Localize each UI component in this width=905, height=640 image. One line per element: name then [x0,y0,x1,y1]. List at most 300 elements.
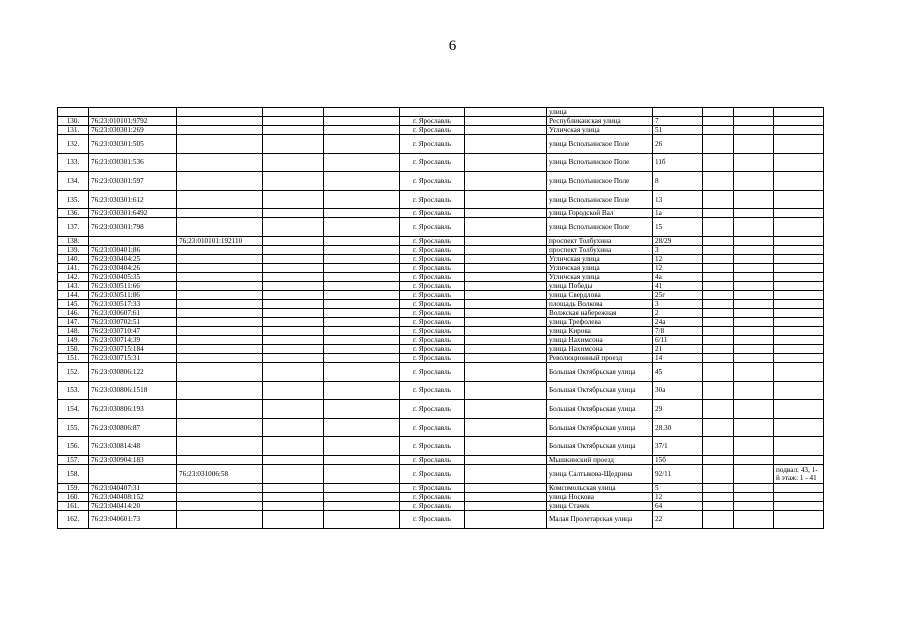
empty-cell [263,218,324,237]
row-number-cell: 160. [58,492,89,501]
empty-cell [263,308,324,317]
empty-cell [703,381,734,400]
land-cadastral-number-cell [177,108,263,117]
empty-cell [465,272,547,281]
row-number-cell: 141. [58,263,89,272]
empty-cell [324,353,400,362]
cadastral-number-cell: 76:23:030301:536 [89,153,177,172]
empty-cell [465,418,547,437]
empty-cell [703,344,734,353]
table-row [58,381,824,400]
empty-cell [703,272,734,281]
house-number-cell [653,108,703,117]
empty-cell [734,108,774,117]
city-cell: г. Ярославль [400,510,465,529]
empty-cell [263,455,324,464]
empty-cell [703,335,734,344]
empty-cell [703,492,734,501]
empty-cell [734,362,774,381]
row-number-cell: 152. [58,362,89,381]
street-cell: Большая Октябрьская улица [547,418,653,437]
cadastral-number-cell: 76:23:040408:152 [89,492,177,501]
empty-cell [263,381,324,400]
empty-cell [703,299,734,308]
empty-cell [263,117,324,126]
empty-cell [703,510,734,529]
city-cell: г. Ярославль [400,362,465,381]
house-number-cell: 2 [653,308,703,317]
cadastral-number-cell: 76:23:030301:612 [89,190,177,209]
city-cell: г. Ярославль [400,117,465,126]
empty-cell [703,326,734,335]
note-cell [774,344,824,353]
empty-cell [263,272,324,281]
street-cell: улица Всполъинское Поле [547,172,653,191]
empty-cell [465,172,547,191]
table-row [58,335,824,344]
note-cell [774,308,824,317]
empty-cell [324,400,400,419]
empty-cell [703,437,734,456]
empty-cell [263,353,324,362]
cadastral-number-cell: 76:23:030511:86 [89,290,177,299]
empty-cell [465,353,547,362]
empty-cell [263,501,324,510]
empty-cell [263,492,324,501]
house-number-cell: 14 [653,353,703,362]
empty-cell [734,317,774,326]
cadastral-number-cell: 76:23:040407:31 [89,483,177,492]
empty-cell [734,308,774,317]
city-cell: г. Ярославль [400,263,465,272]
empty-cell [703,190,734,209]
empty-cell [465,281,547,290]
land-cadastral-number-cell [177,483,263,492]
cadastral-number-cell: 76:23:030301:798 [89,218,177,237]
house-number-cell: 8 [653,172,703,191]
empty-cell [703,108,734,117]
street-cell: Большая Октябрьская улица [547,381,653,400]
cadastral-number-cell: 76:23:030511:66 [89,281,177,290]
empty-cell [703,317,734,326]
house-number-cell: 7/8 [653,326,703,335]
table-row [58,510,824,529]
row-number-cell: 159. [58,483,89,492]
empty-cell [465,344,547,353]
city-cell: г. Ярославль [400,317,465,326]
city-cell: г. Ярославль [400,492,465,501]
row-number-cell: 142. [58,272,89,281]
empty-cell [465,245,547,254]
empty-cell [263,236,324,245]
empty-cell [734,335,774,344]
land-cadastral-number-cell [177,299,263,308]
empty-cell [263,281,324,290]
city-cell: г. Ярославль [400,254,465,263]
land-cadastral-number-cell [177,362,263,381]
city-cell: г. Ярославль [400,437,465,456]
land-cadastral-number-cell: 76:23:031006:58 [177,464,263,483]
row-number-cell: 136. [58,209,89,218]
cadastral-number-cell: 76:23:030301:269 [89,126,177,135]
note-cell [774,272,824,281]
empty-cell [734,190,774,209]
city-cell: г. Ярославль [400,483,465,492]
house-number-cell: 11б [653,153,703,172]
empty-cell [734,381,774,400]
empty-cell [703,117,734,126]
row-number-cell: 162. [58,510,89,529]
empty-cell [324,308,400,317]
table-row [58,108,824,117]
land-cadastral-number-cell [177,117,263,126]
table-row [58,209,824,218]
empty-cell [324,281,400,290]
empty-cell [324,218,400,237]
cadastral-number-cell: 76:23:010101:9792 [89,117,177,126]
cadastral-number-cell [89,108,177,117]
table-row [58,353,824,362]
empty-cell [734,218,774,237]
note-cell [774,437,824,456]
cadastral-number-cell: 76:23:030714:39 [89,335,177,344]
land-cadastral-number-cell [177,400,263,419]
street-cell: Республиканская улица [547,117,653,126]
note-cell [774,172,824,191]
house-number-cell: 12 [653,263,703,272]
city-cell: г. Ярославль [400,353,465,362]
land-cadastral-number-cell [177,326,263,335]
row-number-cell: 151. [58,353,89,362]
empty-cell [263,153,324,172]
land-cadastral-number-cell [177,153,263,172]
land-cadastral-number-cell [177,381,263,400]
empty-cell [465,290,547,299]
house-number-cell: 4а [653,272,703,281]
empty-cell [734,344,774,353]
empty-cell [263,362,324,381]
empty-cell [324,108,400,117]
street-cell: улица Всполъинское Поле [547,135,653,154]
empty-cell [703,455,734,464]
row-number-cell: 137. [58,218,89,237]
note-cell [774,353,824,362]
note-cell [774,263,824,272]
empty-cell [703,135,734,154]
house-number-cell: 22 [653,510,703,529]
city-cell: г. Ярославль [400,172,465,191]
empty-cell [465,108,547,117]
empty-cell [703,308,734,317]
cadastral-number-cell: 76:23:030710:47 [89,326,177,335]
table-row [58,126,824,135]
empty-cell [324,290,400,299]
table-row [58,290,824,299]
empty-cell [324,236,400,245]
table-row [58,153,824,172]
table-row [58,317,824,326]
land-cadastral-number-cell [177,418,263,437]
empty-cell [703,209,734,218]
city-cell: г. Ярославль [400,272,465,281]
row-number-cell: 155. [58,418,89,437]
row-number-cell: 149. [58,335,89,344]
cadastral-number-cell: 76:23:030715:184 [89,344,177,353]
cadastral-number-cell: 76:23:030301:597 [89,172,177,191]
empty-cell [263,344,324,353]
table-row [58,190,824,209]
empty-cell [703,263,734,272]
empty-cell [465,190,547,209]
cadastral-number-cell: 76:23:030806:1518 [89,381,177,400]
empty-cell [465,254,547,263]
city-cell: г. Ярославль [400,218,465,237]
cadastral-number-cell: 76:23:030814:48 [89,437,177,456]
street-cell: Большая Октябрьская улица [547,437,653,456]
city-cell [400,108,465,117]
page-number: 6 [448,38,457,54]
empty-cell [465,464,547,483]
row-number-cell: 130. [58,117,89,126]
empty-cell [465,135,547,154]
empty-cell [465,437,547,456]
note-cell [774,326,824,335]
note-cell [774,290,824,299]
row-number-cell: 135. [58,190,89,209]
empty-cell [465,209,547,218]
land-cadastral-number-cell [177,335,263,344]
street-cell: Угличская улица [547,126,653,135]
land-cadastral-number-cell [177,190,263,209]
empty-cell [465,400,547,419]
empty-cell [465,455,547,464]
empty-cell [734,464,774,483]
empty-cell [263,245,324,254]
empty-cell [324,492,400,501]
empty-cell [263,299,324,308]
house-number-cell: 1а [653,209,703,218]
note-cell [774,400,824,419]
note-cell [774,236,824,245]
cadastral-number-cell: 76:23:030517:33 [89,299,177,308]
empty-cell [703,501,734,510]
note-cell [774,492,824,501]
land-cadastral-number-cell [177,254,263,263]
empty-cell [734,437,774,456]
empty-cell [324,326,400,335]
house-number-cell: 5 [653,483,703,492]
row-number-cell: 146. [58,308,89,317]
note-cell [774,510,824,529]
street-cell: улица Нахимсона [547,335,653,344]
empty-cell [324,418,400,437]
land-cadastral-number-cell [177,172,263,191]
table-row [58,218,824,237]
row-number-cell: 134. [58,172,89,191]
empty-cell [703,400,734,419]
city-cell: г. Ярославль [400,418,465,437]
empty-cell [734,492,774,501]
street-cell: улица Носкова [547,492,653,501]
empty-cell [324,381,400,400]
street-cell: улица Победы [547,281,653,290]
empty-cell [263,263,324,272]
row-number-cell [58,108,89,117]
table-row [58,437,824,456]
empty-cell [263,335,324,344]
street-cell: улица [547,108,653,117]
house-number-cell: 6/11 [653,335,703,344]
empty-cell [263,126,324,135]
empty-cell [465,381,547,400]
empty-cell [703,218,734,237]
row-number-cell: 131. [58,126,89,135]
table-row [58,299,824,308]
empty-cell [734,254,774,263]
street-cell: Большая Октябрьская улица [547,400,653,419]
row-number-cell: 156. [58,437,89,456]
empty-cell [263,135,324,154]
empty-cell [324,483,400,492]
street-cell: улица Свердлова [547,290,653,299]
empty-cell [734,153,774,172]
street-cell: Малая Пролетарская улица [547,510,653,529]
row-number-cell: 140. [58,254,89,263]
note-cell [774,501,824,510]
note-cell [774,455,824,464]
cadastral-number-cell: 76:23:030806:122 [89,362,177,381]
empty-cell [465,299,547,308]
house-number-cell: 51 [653,126,703,135]
street-cell: улица Кирова [547,326,653,335]
cadastral-number-cell: 76:23:040601:73 [89,510,177,529]
empty-cell [734,245,774,254]
empty-cell [734,272,774,281]
note-cell: подвал: 43, 1-й этаж: 1 - 41 [774,464,824,483]
cadastral-number-cell [89,236,177,245]
house-number-cell: 3 [653,245,703,254]
city-cell: г. Ярославль [400,209,465,218]
empty-cell [465,117,547,126]
land-cadastral-number-cell [177,126,263,135]
street-cell: Большая Октябрьская улица [547,362,653,381]
note-cell [774,418,824,437]
street-cell: улица Городской Вал [547,209,653,218]
row-number-cell: 138. [58,236,89,245]
table-row [58,492,824,501]
empty-cell [324,501,400,510]
house-number-cell: 30а [653,381,703,400]
city-cell: г. Ярославль [400,299,465,308]
empty-cell [465,326,547,335]
empty-cell [263,209,324,218]
table-row [58,483,824,492]
empty-cell [465,483,547,492]
street-cell: Комсомольская улица [547,483,653,492]
empty-cell [465,126,547,135]
house-number-cell: 25г [653,290,703,299]
table-row [58,418,824,437]
cadastral-number-cell: 76:23:030715:31 [89,353,177,362]
empty-cell [263,326,324,335]
note-cell [774,153,824,172]
house-number-cell: 92/11 [653,464,703,483]
empty-cell [263,437,324,456]
note-cell [774,299,824,308]
note-cell [774,317,824,326]
empty-cell [734,326,774,335]
city-cell: г. Ярославль [400,381,465,400]
empty-cell [263,464,324,483]
empty-cell [734,135,774,154]
land-cadastral-number-cell [177,317,263,326]
city-cell: г. Ярославль [400,290,465,299]
empty-cell [263,254,324,263]
street-cell: улица Нахимсона [547,344,653,353]
house-number-cell: 13 [653,190,703,209]
row-number-cell: 132. [58,135,89,154]
land-cadastral-number-cell [177,263,263,272]
street-cell: Волжская набережная [547,308,653,317]
table-row [58,236,824,245]
table-row [58,400,824,419]
cadastral-number-cell: 76:23:030806:87 [89,418,177,437]
city-cell: г. Ярославль [400,236,465,245]
city-cell: г. Ярославль [400,190,465,209]
city-cell: г. Ярославль [400,326,465,335]
empty-cell [703,362,734,381]
empty-cell [734,281,774,290]
cadastral-number-cell: 76:23:030301:505 [89,135,177,154]
empty-cell [324,126,400,135]
land-cadastral-number-cell [177,308,263,317]
empty-cell [734,117,774,126]
land-cadastral-number-cell [177,209,263,218]
empty-cell [324,190,400,209]
note-cell [774,254,824,263]
cadastral-number-cell: 76:23:030301:6492 [89,209,177,218]
house-number-cell: 45 [653,362,703,381]
empty-cell [465,236,547,245]
street-cell: Угличская улица [547,263,653,272]
note-cell [774,117,824,126]
empty-cell [465,308,547,317]
empty-cell [324,172,400,191]
house-number-cell: 37/1 [653,437,703,456]
empty-cell [263,483,324,492]
table-row [58,326,824,335]
empty-cell [734,510,774,529]
empty-cell [324,335,400,344]
cadastral-number-cell: 76:23:030806:193 [89,400,177,419]
street-cell: Революционный проезд [547,353,653,362]
empty-cell [703,236,734,245]
street-cell: Угличская улица [547,272,653,281]
street-cell: Мышкинский проезд [547,455,653,464]
empty-cell [324,209,400,218]
city-cell: г. Ярославль [400,245,465,254]
land-cadastral-number-cell [177,218,263,237]
empty-cell [263,172,324,191]
land-cadastral-number-cell [177,245,263,254]
row-number-cell: 143. [58,281,89,290]
empty-cell [465,153,547,172]
house-number-cell: 3 [653,299,703,308]
empty-cell [324,344,400,353]
note-cell [774,335,824,344]
empty-cell [263,290,324,299]
cadastral-number-cell: 76:23:030404:26 [89,263,177,272]
